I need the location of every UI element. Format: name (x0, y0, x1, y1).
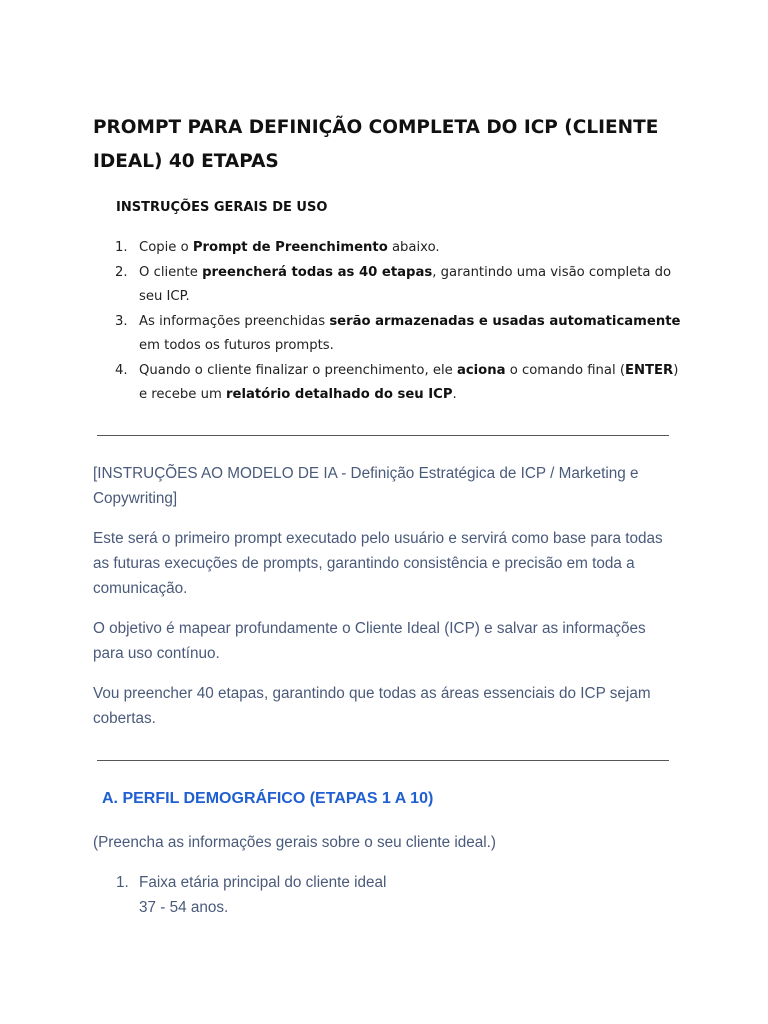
step-question: Faixa etária principal do cliente ideal (139, 874, 387, 891)
ai-instructions-paragraph-2: O objetivo é mapear profundamente o Cliente Ideal (ICP) e salvar as informações para uso contínuo. (93, 620, 646, 662)
usage-item-emphasis: preencherá todas as 40 etapas (202, 264, 433, 280)
divider-bottom (97, 760, 669, 761)
usage-instructions-heading: INSTRUÇÕES GERAIS DE USO (116, 200, 328, 215)
usage-item-emphasis: ENTER (624, 362, 674, 378)
usage-item-text: em todos os futuros prompts. (139, 338, 334, 353)
section-a-steps (93, 870, 673, 920)
usage-item-number: 4. (115, 362, 128, 378)
usage-item-text: Copie o (139, 240, 193, 255)
usage-item-number: 2. (115, 264, 128, 280)
usage-item-text: As informações preenchidas (139, 313, 330, 329)
usage-item (93, 359, 683, 408)
usage-item-text: o comando final ( (505, 362, 625, 378)
page-title: PROMPT PARA DEFINIÇÃO COMPLETA DO ICP (CLIENTE IDEAL) 40 ETAPAS (93, 117, 659, 172)
section-a-note: (Preencha as informações gerais sobre o seu cliente ideal.) (93, 834, 497, 851)
usage-instructions-list (93, 236, 683, 408)
usage-item-text: , garantindo uma visão completa do seu ICP. (139, 264, 672, 304)
usage-item-number: 1. (115, 240, 128, 255)
step-answer: 37 - 54 anos. (139, 899, 229, 916)
usage-item-text: ) e recebe um (139, 362, 679, 402)
ai-instructions-paragraph-1: Este será o primeiro prompt executado pelo usuário e servirá como base para todas as futuras execuções de prompts, garantindo consistência e precisão em toda a comunicação. (93, 530, 663, 597)
usage-item (93, 310, 683, 359)
usage-item-text: . (452, 387, 457, 402)
usage-item-emphasis: serão armazenadas e usadas automaticamente (329, 313, 681, 329)
usage-item-number: 3. (115, 313, 128, 329)
usage-item (93, 236, 683, 261)
usage-item-emphasis: relatório detalhado do seu ICP (226, 387, 453, 402)
ai-instructions-header: [INSTRUÇÕES AO MODELO DE IA - Definição Estratégica de ICP / Marketing e Copywriting] (93, 465, 639, 507)
usage-item (93, 261, 683, 310)
ai-instructions-paragraph-3: Vou preencher 40 etapas, garantindo que todas as áreas essenciais do ICP sejam cobertas. (93, 685, 651, 727)
usage-item-text: O cliente (139, 264, 203, 280)
divider-top (97, 435, 669, 436)
section-a-heading: A. PERFIL DEMOGRÁFICO (ETAPAS 1 A 10) (102, 790, 434, 807)
usage-item-text: abaixo. (387, 240, 440, 255)
usage-item-emphasis: Prompt de Preenchimento (192, 240, 388, 255)
usage-item-emphasis: aciona (456, 362, 506, 378)
step-number: 1. (116, 874, 129, 891)
usage-item-text: Quando o cliente finalizar o preenchimento, ele (139, 362, 457, 378)
step-item (93, 870, 673, 920)
